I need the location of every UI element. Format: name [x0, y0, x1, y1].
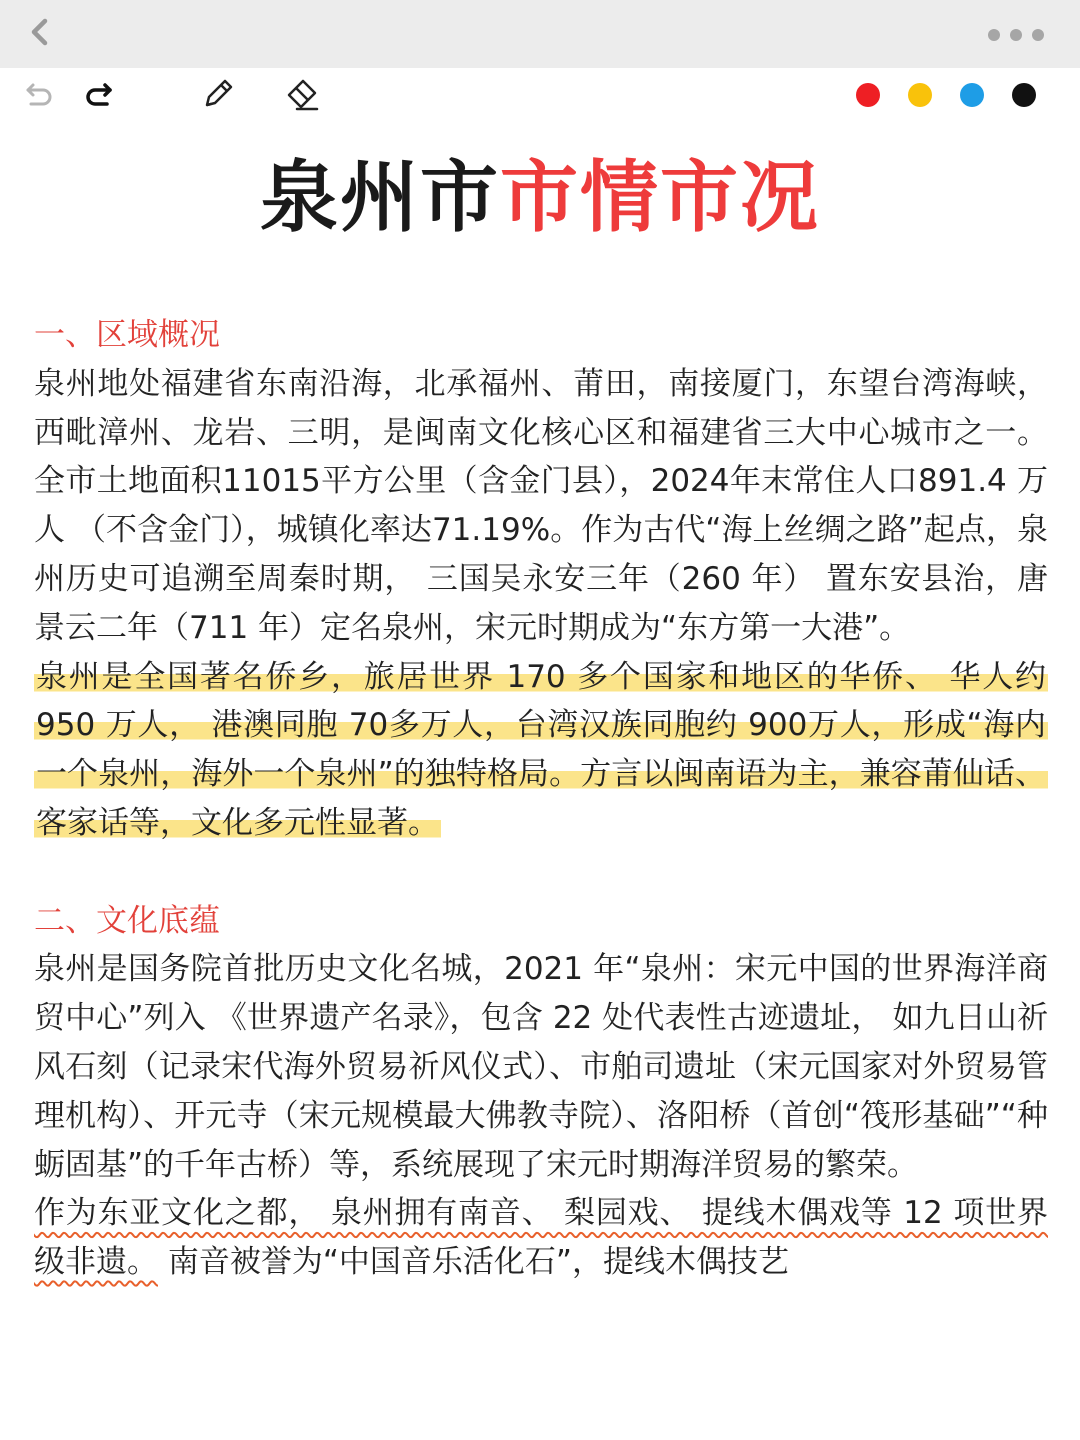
top-bar: [0, 0, 1080, 68]
more-dots-icon: [1032, 29, 1044, 41]
title-part-black: 泉州市: [259, 153, 500, 243]
overseas-paragraph: [34, 653, 1048, 848]
chevron-left-icon: [25, 17, 55, 51]
pencil-button[interactable]: [196, 74, 240, 118]
more-button[interactable]: [988, 22, 1044, 48]
undo-icon: [23, 77, 57, 115]
eraser-icon: [283, 75, 321, 117]
undo-button[interactable]: [18, 74, 62, 118]
culture-paragraph: 泉州是国务院首批历史文化名城，2021 年“泉州：宋元中国的世界海洋商贸中心”列入 《世界遗产名录》，包含 22 处代表性古迹遗址， 如九日山祈风石刻（记录宋代海外贸易祈风仪式）、市舶司遗址（宋元国家对外贸易管理机构）、开元寺（宋元规模最大佛教寺院）、洛阳桥（首创“筏形基础”“种蛎固基”的千年古桥）等，系统展现了宋元时期海洋贸易的繁荣。: [34, 951, 1048, 1183]
wavy-underlined-text: 作为东亚文化之都， 泉州拥有南音、 梨园戏、 提线木偶戏等 12 项世界级非遗。: [34, 1195, 1048, 1281]
heritage-rest-text: 南音被誉为“中国音乐活化石”，提线木偶技艺: [167, 1244, 789, 1281]
title-part-red: 市情市况: [500, 153, 821, 243]
eraser-button[interactable]: [280, 74, 324, 118]
section-heading-region: 一、区域概况: [34, 317, 220, 353]
color-swatch-red[interactable]: [856, 83, 880, 107]
note-content: [34, 311, 1048, 1287]
back-button[interactable]: [18, 12, 62, 56]
highlighted-text: 泉州是全国著名侨乡，旅居世界 170 多个国家和地区的华侨、 华人约 950 万人， 港澳同胞 70多万人，台湾汉族同胞约 900万人，形成“海内一个泉州，海外一个泉州”的独特格局。方言以闽南语为主，兼容莆仙话、客家话等，文化多元性显著。: [36, 658, 1046, 841]
color-swatch-blue[interactable]: [960, 83, 984, 107]
color-swatch-black[interactable]: [1012, 83, 1036, 107]
color-swatch-yellow[interactable]: [908, 83, 932, 107]
page-title: [0, 150, 1080, 246]
region-paragraph: 泉州地处福建省东南沿海，北承福州、莆田，南接厦门，东望台湾海峡，西毗漳州、龙岩、三明，是闽南文化核心区和福建省三大中心城市之一。全市土地面积11015平方公里（含金门县），2024年末常住人口891.4 万人 （不含金门），城镇化率达71.19%。作为古代“海上丝绸之路”起点，泉州历史可追溯至周秦时期， 三国吴永安三年（260 年） 置东安县治，唐景云二年（711 年）定名泉州，宋元时期成为“东方第一大港”。: [34, 365, 1048, 646]
heritage-paragraph: [34, 1189, 1048, 1287]
pencil-icon: [199, 75, 237, 117]
paragraph-spacer: [34, 848, 1048, 897]
more-dots-icon: [1010, 29, 1022, 41]
redo-button[interactable]: [76, 74, 120, 118]
redo-icon: [81, 77, 115, 115]
more-dots-icon: [988, 29, 1000, 41]
section-heading-culture: 二、文化底蕴: [34, 902, 220, 939]
